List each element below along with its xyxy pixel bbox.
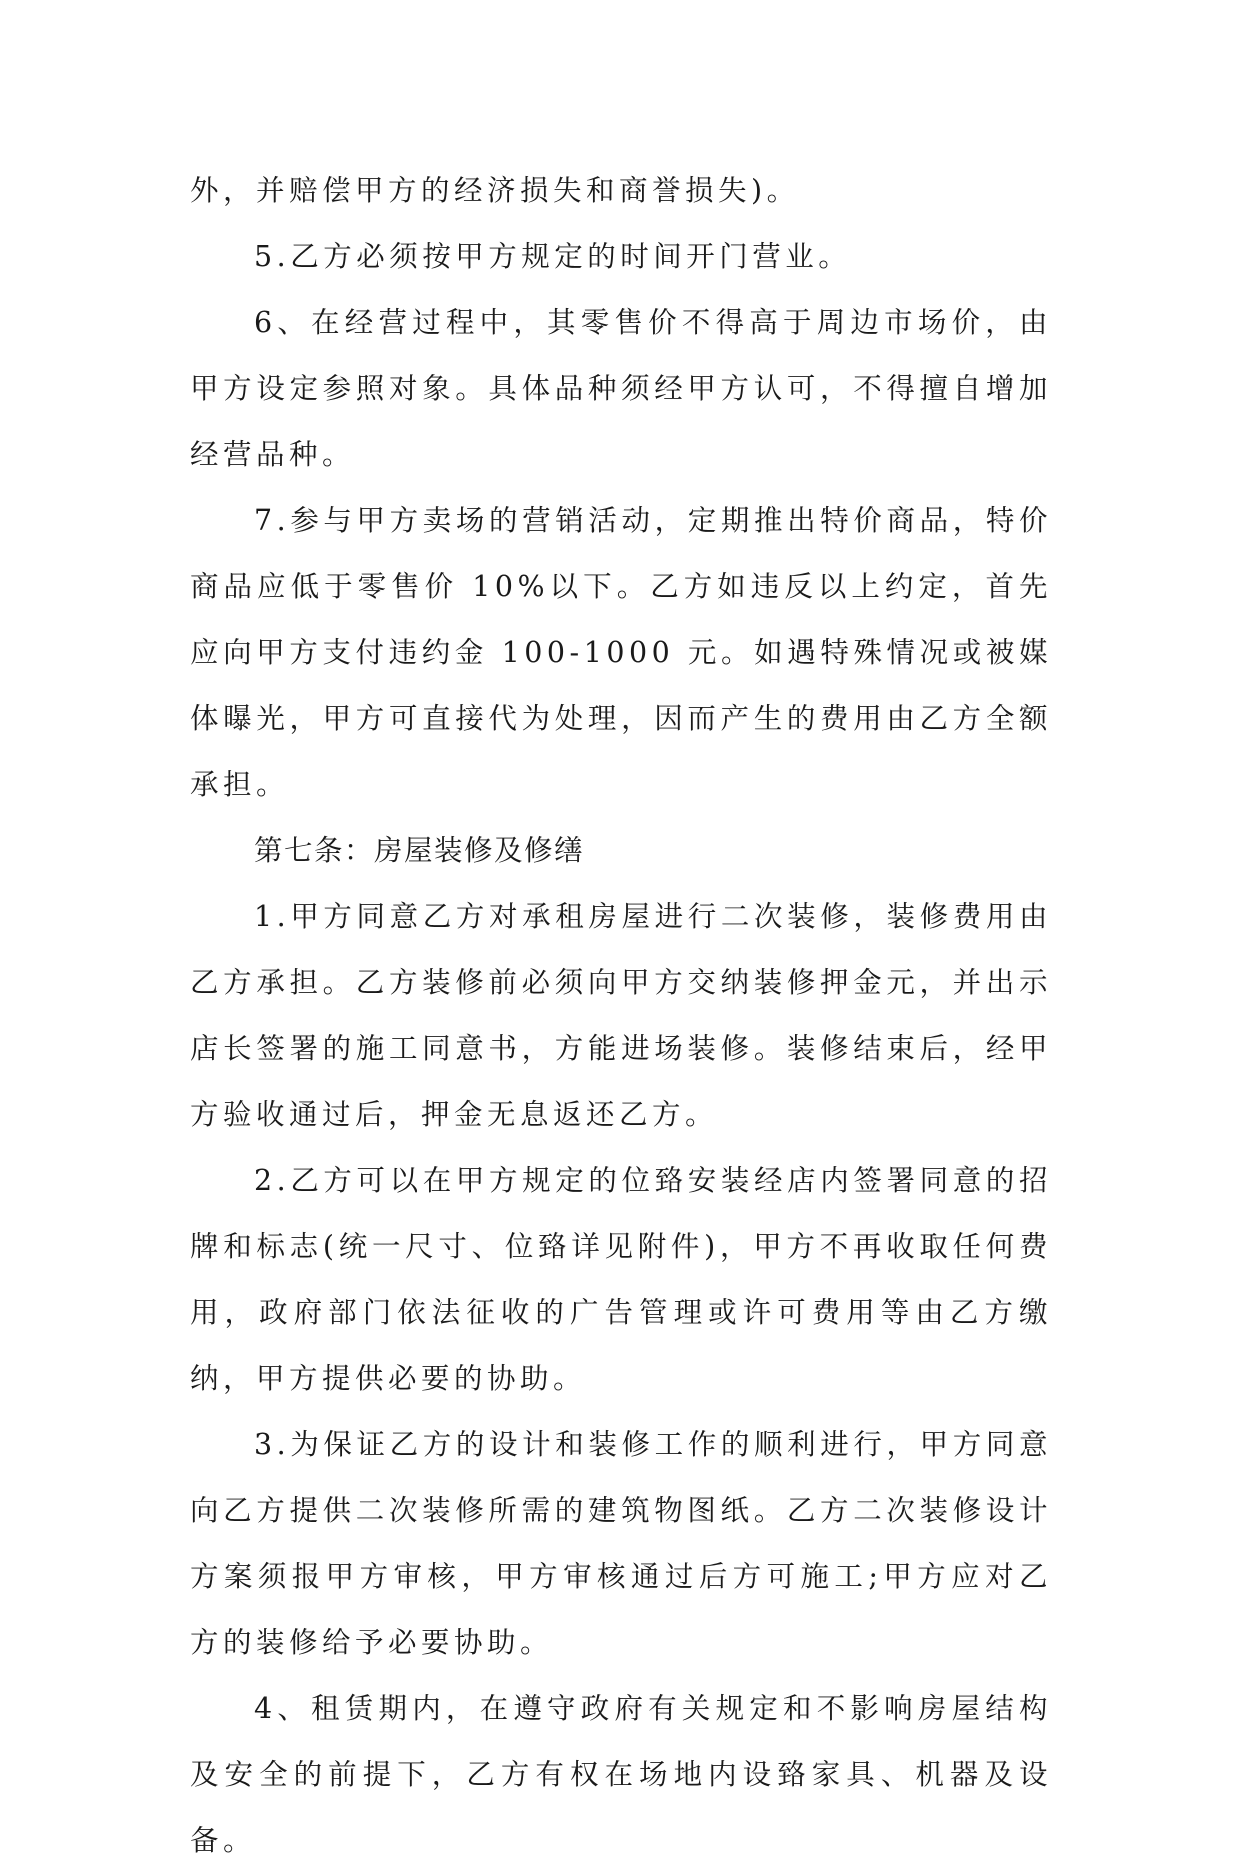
paragraph-article7-item-4: 4、租赁期内，在遵守政府有关规定和不影响房屋结构及安全的前提下，乙方有权在场地内设臵家具、机器及设备。 [190, 1692, 1052, 1857]
paragraph-article7-item-1: 1.甲方同意乙方对承租房屋进行二次装修，装修费用由乙方承担。乙方装修前必须向甲方交纳装修押金元，并出示店长签署的施工同意书，方能进场装修。装修结束后，经甲方验收通过后，押金无息返还乙方。 [190, 900, 1052, 1131]
paragraph-item-7: 7.参与甲方卖场的营销活动，定期推出特价商品，特价商品应低于零售价 10%以下。乙方如违反以上约定，首先应向甲方支付违约金 100-1000 元。如遇特殊情况或被媒体曝光，甲方可直接代为处理，因而产生的费用由乙方全额承担。 [190, 504, 1052, 801]
article-heading: 第七条：房屋装修及修缮 [254, 834, 585, 867]
document-body [190, 158, 1052, 1874]
paragraph-item-5: 5.乙方必须按甲方规定的时间开门营业。 [254, 240, 852, 273]
paragraph-article7-item-2: 2.乙方可以在甲方规定的位臵安装经店内签署同意的招牌和标志(统一尺寸、位臵详见附件)，甲方不再收取任何费用，政府部门依法征收的广告管理或许可费用等由乙方缴纳，甲方提供必要的协助。 [190, 1164, 1052, 1395]
paragraph-article7-item-3: 3.为保证乙方的设计和装修工作的顺利进行，甲方同意向乙方提供二次装修所需的建筑物图纸。乙方二次装修设计方案须报甲方审核，甲方审核通过后方可施工;甲方应对乙方的装修给予必要协助。 [190, 1428, 1052, 1659]
paragraph-continuation: 外，并赔偿甲方的经济损失和商誉损失)。 [190, 174, 800, 207]
paragraph-item-6: 6、在经营过程中，其零售价不得高于周边市场价，由甲方设定参照对象。具体品种须经甲方认可，不得擅自增加经营品种。 [190, 306, 1052, 471]
